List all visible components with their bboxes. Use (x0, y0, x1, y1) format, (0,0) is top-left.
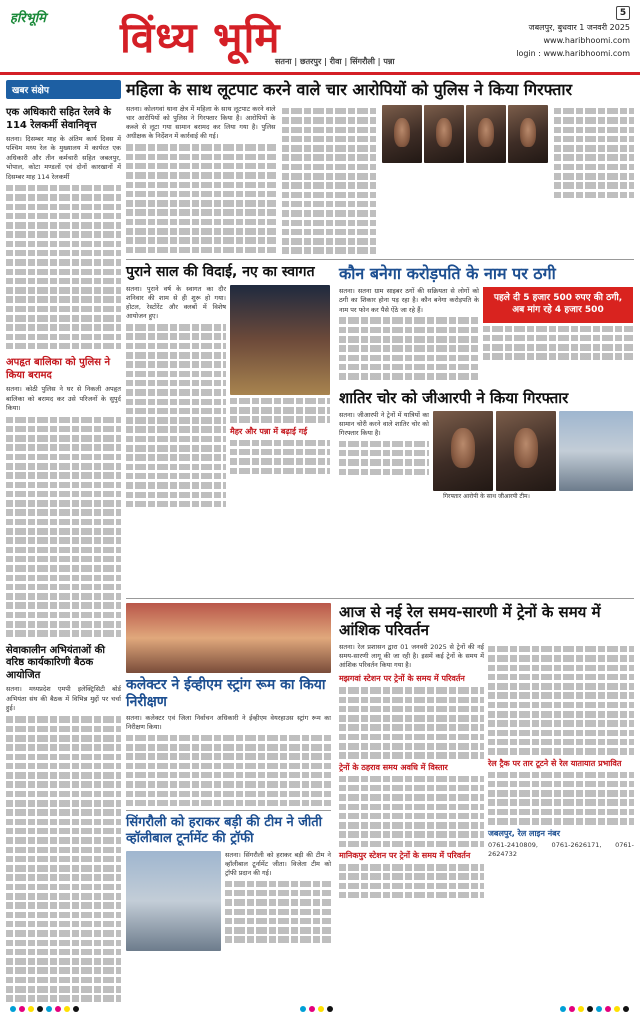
story7-text: सतना। सिंगरौली को हराकर बड़ी की टीम ने व्हॉलीबाल टूर्नामेंट जीता। विजेता टीम को ट्रॉफी प्रदान की गई। (225, 850, 331, 877)
story6-headline: कलेक्टर ने ईव्हीएम स्ट्रांग रूम का किया निरीक्षण (126, 677, 326, 710)
lead-headline: महिला के साथ लूटपाट करने वाले चार आरोपियों को पुलिस ने किया गिरफ्तार (126, 80, 573, 99)
lead-text-col (126, 105, 276, 255)
celebration-photo (230, 285, 330, 395)
main-content (126, 80, 634, 951)
page-number: 5 (616, 6, 630, 20)
section-divider (126, 598, 634, 599)
railway-subhead: ट्रेनों के ठहराव समय अवधि में विस्तार (339, 762, 448, 772)
date-block (516, 22, 630, 60)
date-line: जबलपुर, बुधवार 1 जनवरी 2025 (528, 23, 630, 32)
brief-body-filler (6, 185, 121, 350)
accused-photos (382, 105, 548, 255)
print-registration-band (0, 1003, 640, 1015)
masthead (0, 0, 640, 74)
story6-text: सतना। कलेक्टर एवं जिला निर्वाचन अधिकारी ने ईव्हीएम वेयरहाउस स्ट्रांग रूम का निरीक्षण किया। (126, 713, 331, 731)
grp-team-photo (559, 411, 633, 491)
lead-text-col (282, 105, 377, 255)
railway-subhead: मानिकपुर स्टेशन पर ट्रेनों के समय में परिवर्तन (339, 851, 471, 861)
story-new-year (126, 264, 331, 594)
edition-cities: सतना | छतरपुर | रीवा | सिंगरौली | पन्ना (275, 57, 395, 66)
accused-photo (433, 411, 493, 491)
brief-text: सतना। दिसम्बर माह के अंतिम कार्य दिवस में पश्चिम मध्य रेल के मुख्यालय में कार्यरत एक अधिकारी और तीन कर्मचारी सहित जबलपुर, भोपाल, कोटा मण्डलों एवं दोनों कारखानों में दिसम्बर माह 114 रेलकर्मी (6, 135, 121, 181)
sidebar-briefs (6, 80, 121, 1010)
login-text: login : www.haribhoomi.com (516, 48, 630, 58)
lead-story (126, 105, 634, 255)
brief-title: एक अधिकारी सहित रेलवे के 114 रेलकर्मी सेवानिवृत्त (6, 107, 111, 131)
accused-photo (508, 105, 548, 163)
website: www.haribhoomi.com (543, 35, 630, 45)
accused-photo (382, 105, 422, 163)
masthead-divider (0, 72, 640, 75)
accused-photo (424, 105, 464, 163)
brief-text: सतना। मध्यप्रदेश एमपी इलेक्ट्रिसिटी बोर्ड अभियंता संघ की बैठक में विभिन्न मुद्दों पर चर्चा हुई। (6, 685, 121, 713)
brand-logo: हरिभूमि (10, 11, 46, 26)
story-railway (339, 603, 634, 950)
story3-headline: कौन बनेगा करोड़पति के नाम पर ठगी (339, 264, 556, 284)
color-registration-marks (560, 1006, 629, 1012)
story-kbc-fraud (339, 264, 634, 594)
story5-text: सतना। रेल प्रशासन द्वारा 01 जनवरी 2025 से ट्रेनों की नई समय-सारणी लागू की जा रही है। इसमें कई ट्रेनों के समय में आंशिक परिवर्तन किया गया है। (339, 643, 484, 670)
photo-caption: गिरफ्तार आरोपी के साथ जीआरपी टीम। (443, 492, 530, 500)
brief-title: अपहृत बालिका को पुलिस ने किया बरामद (6, 357, 111, 381)
left-stories (126, 603, 331, 950)
trophy-photo (126, 851, 221, 951)
railway-subhead: मझगवां स्टेशन पर ट्रेनों के समय में परिवर्तन (339, 674, 465, 684)
accused-photo (466, 105, 506, 163)
color-registration-marks (10, 1006, 79, 1012)
brief-title: सेवाकालीन अभियंताओं की वरिष्ठ कार्यकारिणी बैठक आयोजित (6, 644, 105, 681)
story3-text: सतना। सतना ग्राम साइबर ठगों की सक्रियता से लोगों को ठगी का शिकार होना पड़ रहा है। कौन बनेगा करोड़पति के नाम पर फोन कर पैसे ऐंठे जा रहे हैं। (339, 287, 479, 314)
brief-text: सतना। कोठी पुलिस ने घर से निकली अपहृत बालिका को बरामद कर उसे परिजनों के सुपुर्द किया। (6, 385, 121, 413)
fraud-highlight: पहले दी 5 हजार 500 रुपए की ठगी, अब मांग रहे 4 हजार 500 (483, 287, 633, 322)
section-divider (126, 810, 331, 811)
page-title: विंध्य भूमि (120, 13, 281, 62)
brief-body-filler (6, 716, 121, 1015)
story2-subhead: मैहर और पन्ना में बढ़ाई गई (230, 426, 308, 436)
brief-body-filler (6, 417, 121, 637)
story5-headline: आज से नई रेल समय-सारणी में ट्रेनों के समय में आंशिक परिवर्तन (339, 603, 601, 640)
collector-photo (126, 603, 331, 673)
section-divider (126, 259, 634, 260)
row-three (126, 603, 634, 950)
story7-headline: सिंगरौली को हराकर बड़ी की टीम ने जीती व्हॉलीबाल टूर्नामेंट की ट्रॉफी (126, 815, 323, 846)
contact-label: जबलपुर, रेल लाइन नंबर (488, 828, 560, 838)
accused-photo (496, 411, 556, 491)
lead-text: सतना। कोलगवां थाना क्षेत्र में महिला के साथ लूटपाट करने वाले चार आरोपियों को पुलिस ने गिरफ्तार किया है। आरोपियों के कब्जे से लूटा गया सामान बरामद कर लिया गया है। पुलिस अधीक्षक के निर्देशन में कार्रवाई की गई। (126, 105, 276, 141)
lead-text-col (554, 105, 634, 255)
story4-headline: शातिर चोर को जीआरपी ने किया गिरफ्तार (339, 388, 569, 407)
railway-subhead: रेल ट्रैक पर तार टूटने से रेल यातायात प्रभावित (488, 758, 622, 768)
color-registration-marks (300, 1006, 333, 1012)
story4-text: सतना। जीआरपी ने ट्रेनों में यात्रियों का सामान चोरी करने वाले शातिर चोर को गिरफ्तार किया है। (339, 410, 429, 437)
sidebar-header: खबर संक्षेप (6, 80, 121, 99)
row-two (126, 264, 634, 594)
story2-text: सतना। पुराने वर्ष के स्वागत का दौर शनिवार की शाम से ही शुरू हो गया। होटल, रेस्टोरेंट और क्लबों में विशेष आयोजन हुए। (126, 284, 226, 321)
contact-phones: 0761-2410809, 0761-2626171, 0761-2624732 (488, 840, 634, 858)
story2-headline: पुराने साल की विदाई, नए का स्वागत (126, 264, 315, 281)
